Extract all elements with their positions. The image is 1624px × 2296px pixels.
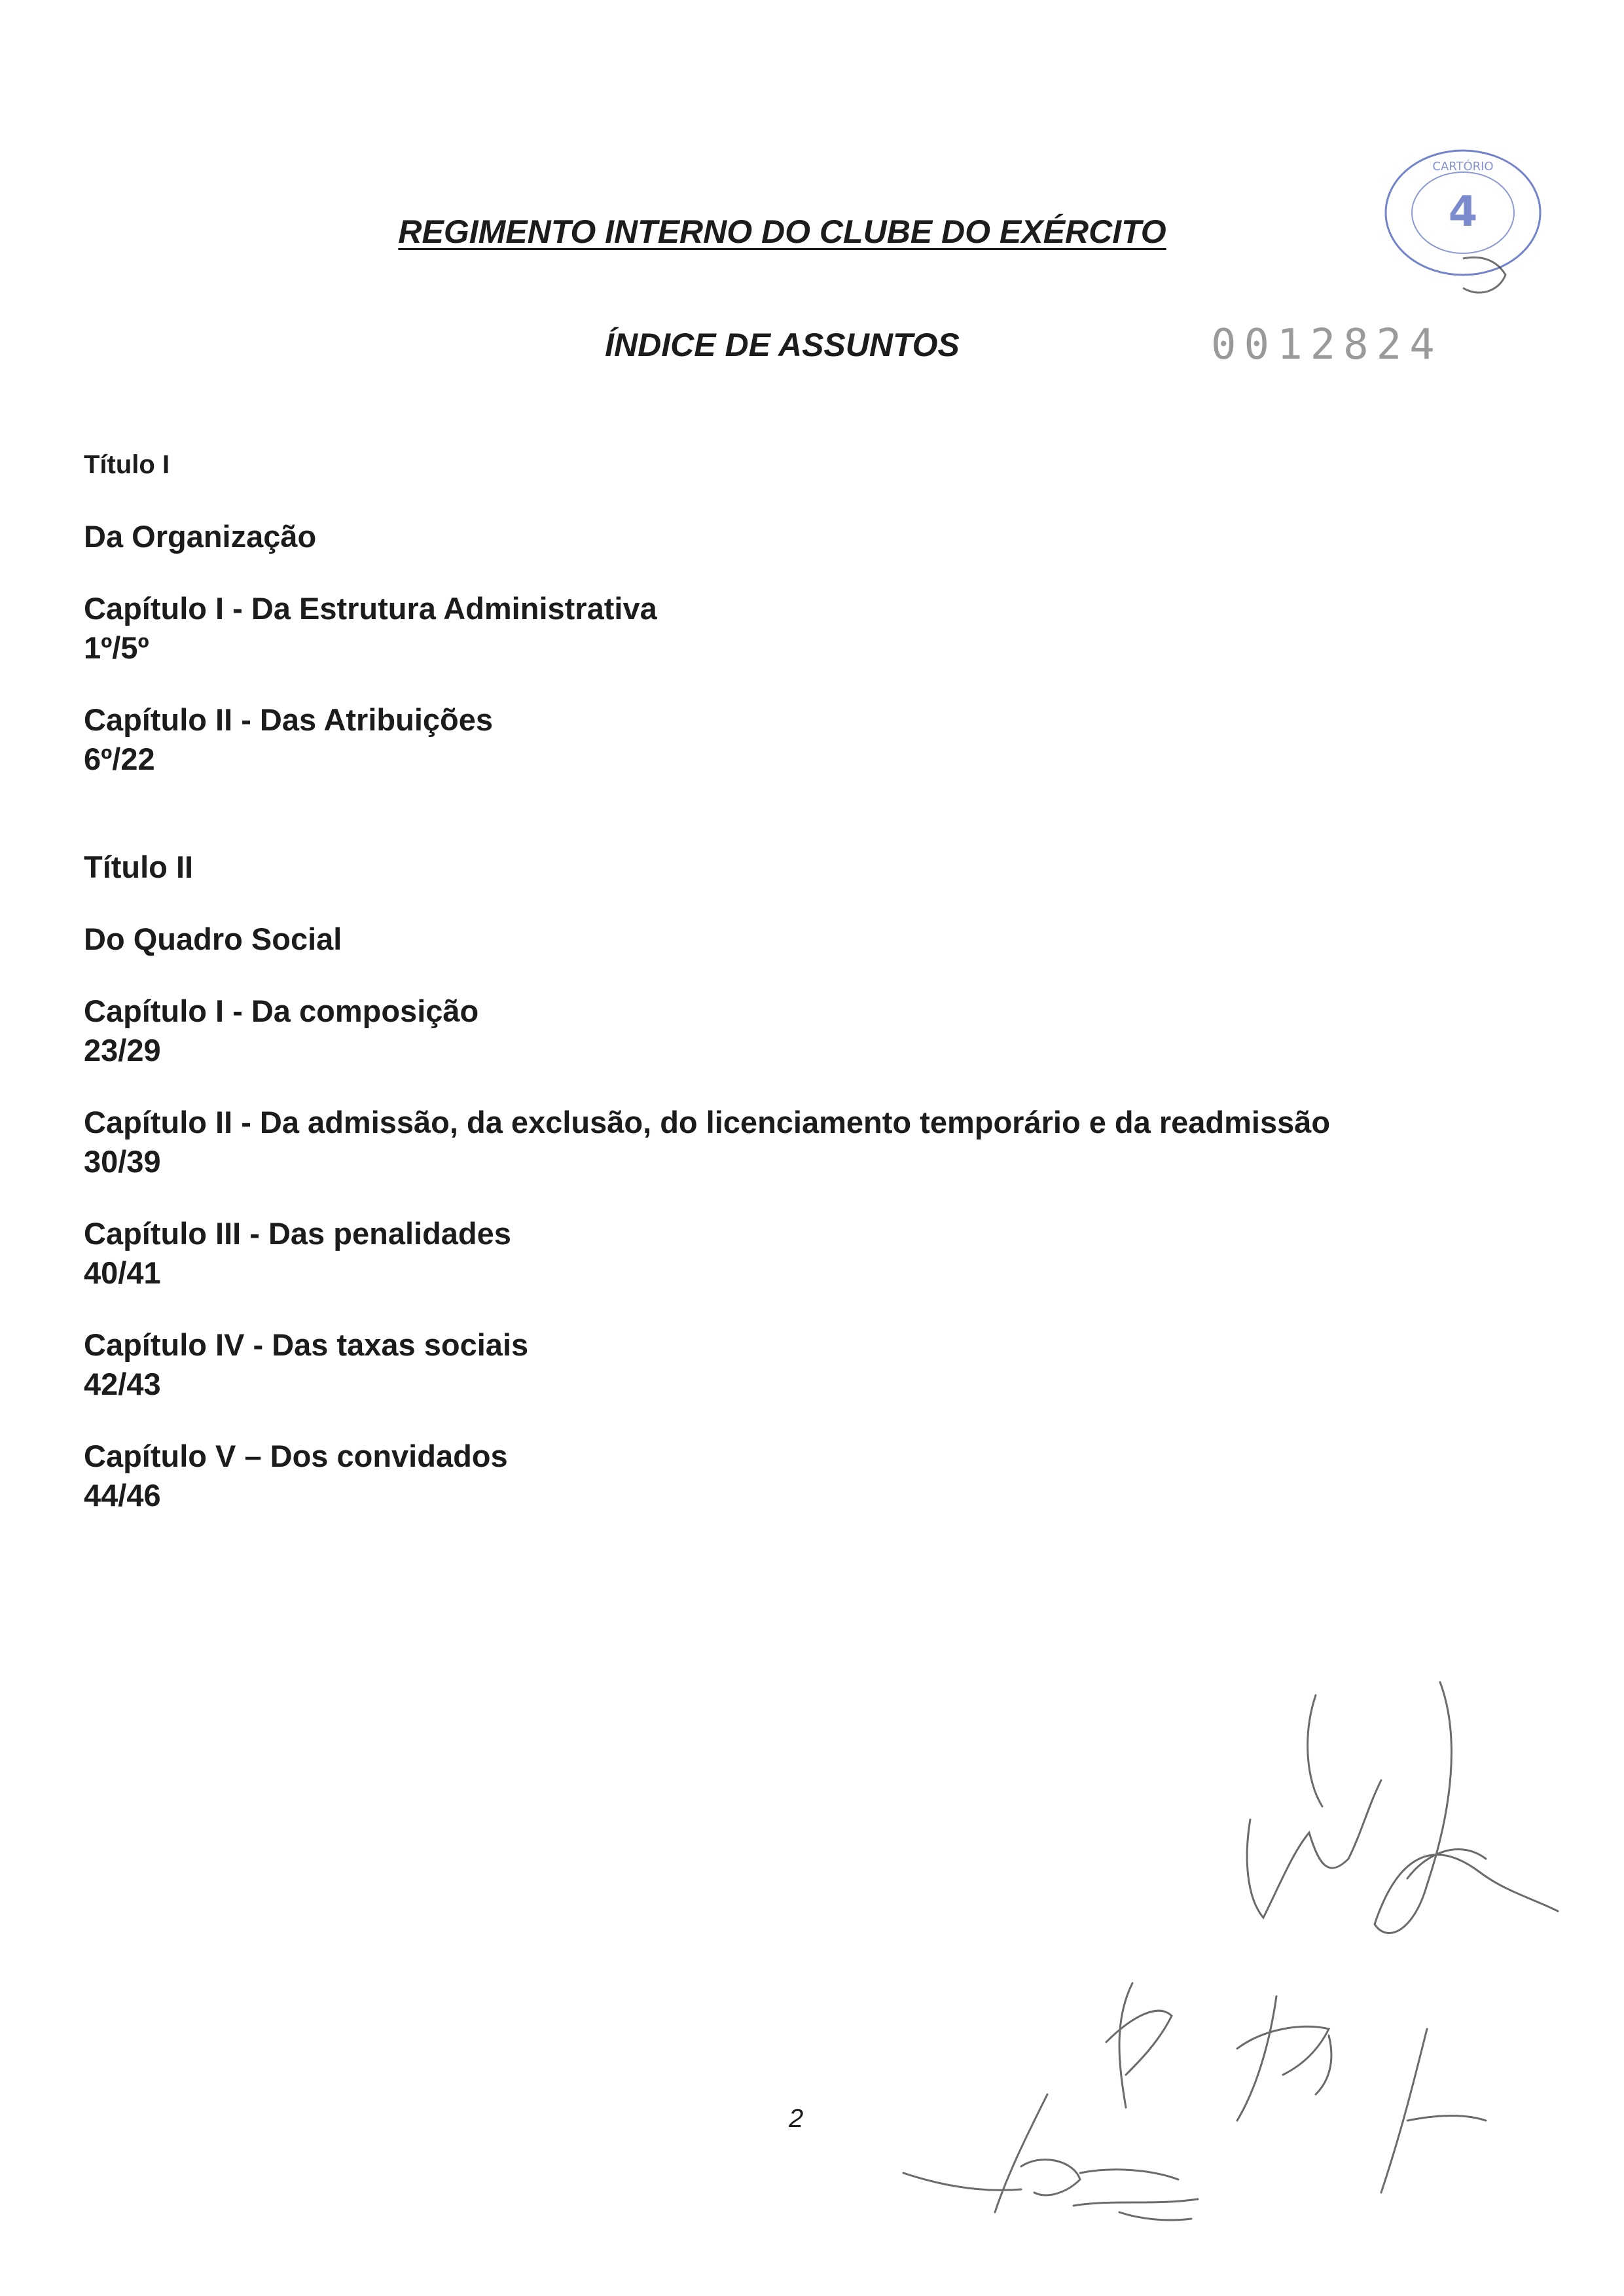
chapter-title: Capítulo I - Da Estrutura Administrativa <box>84 591 657 626</box>
toc-entry <box>84 1103 1557 1181</box>
article-range: 40/41 <box>84 1255 161 1290</box>
notary-stamp <box>1365 144 1561 301</box>
chapter-title: Capítulo V – Dos convidados <box>84 1439 508 1473</box>
title-2-label: Título II <box>84 850 194 884</box>
article-range: 42/43 <box>84 1367 161 1401</box>
svg-text:4: 4 <box>1448 188 1478 236</box>
title-1-heading: Da Organização <box>84 519 317 554</box>
chapter-title: Capítulo IV - Das taxas sociais <box>84 1327 529 1362</box>
table-of-contents <box>84 445 1557 1515</box>
chapter-title: Capítulo III - Das penalidades <box>84 1216 511 1251</box>
toc-entry <box>84 700 1557 779</box>
toc-entry <box>84 589 1557 668</box>
title-1-label: Título I <box>84 450 170 479</box>
article-range: 23/29 <box>84 1033 161 1067</box>
article-range: 30/39 <box>84 1144 161 1179</box>
chapter-title: Capítulo I - Da composição <box>84 994 479 1028</box>
registry-number: 0012824 <box>1211 321 1443 369</box>
chapter-title: Capítulo II - Das Atribuições <box>84 702 493 737</box>
toc-entry <box>84 992 1557 1070</box>
toc-entry <box>84 1437 1557 1515</box>
svg-text:CARTÓRIO: CARTÓRIO <box>1432 160 1494 173</box>
index-heading: ÍNDICE DE ASSUNTOS <box>605 327 960 363</box>
article-range: 6º/22 <box>84 742 155 776</box>
toc-entry <box>84 1325 1557 1404</box>
article-range: 44/46 <box>84 1478 161 1513</box>
title-2-heading: Do Quadro Social <box>84 922 342 956</box>
chapter-title: Capítulo II - Da admissão, da exclusão, do licenciamento temporário e da readmissão <box>84 1105 1331 1139</box>
page-number: 2 <box>789 2104 804 2133</box>
toc-entry <box>84 1214 1557 1293</box>
article-range: 1º/5º <box>84 630 149 665</box>
document-title: REGIMENTO INTERNO DO CLUBE DO EXÉRCITO <box>398 213 1166 250</box>
